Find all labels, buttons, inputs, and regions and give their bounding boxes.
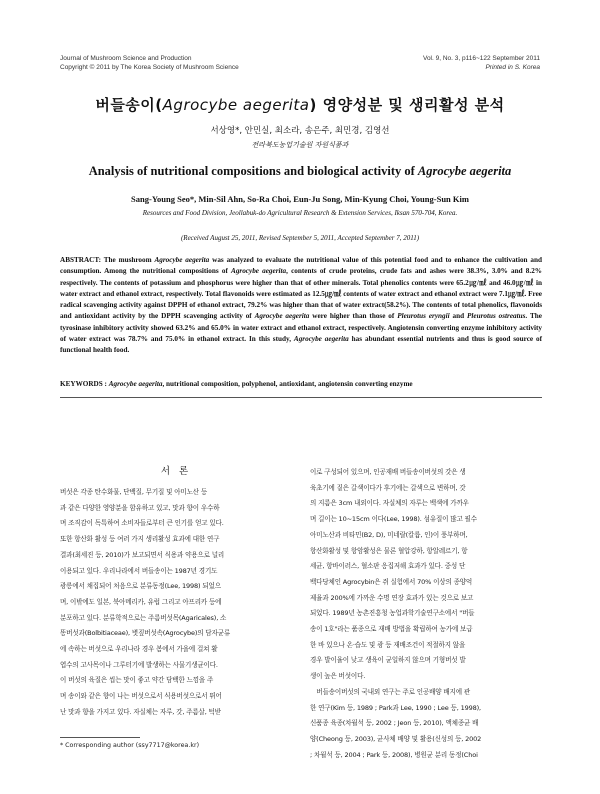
keywords: KEYWORDS : Agrocybe aegerita, nutritional composition, polyphenol, antioxidant, angiotensin converting enzyme (60, 380, 413, 388)
body-line: 되었다. 1989년 농촌진흥청 농업과학기술연구소에서 "버들 (310, 609, 475, 618)
korean-authors: 서상영*, 안민실, 최소라, 송은주, 최민경, 김영선 (210, 126, 390, 136)
copyright-notice: Copyright © 2011 by The Korea Society of Mushroom Science (60, 64, 239, 71)
body-line: 한 연구(Kim 등, 1989 ; Park과 Lee, 1990 ; Lee 등, 1998), (310, 703, 481, 712)
body-line: 경우 발이율이 낮고 생육이 균일하지 않으며 기형버섯 발 (310, 656, 466, 665)
body-line: 송이 1호"라는 품종으로 재배 방법을 확립하여 농가에 보급 (310, 625, 473, 634)
body-line: 항산화활성 및 항암활성은 물론 혈압강하, 항알레르기, 항 (310, 546, 468, 555)
body-line: 며 송이와 같은 향이 나는 버섯으로서 식용버섯으로서 뛰어 (60, 692, 222, 701)
english-authors: Sang-Young Seo*, Min-Sil Ahn, So-Ra Choi, Eun-Ju Song, Min-Kyung Choi, Young-Sun Kim (131, 194, 469, 204)
body-line: 제율과 200%에 가까운 수명 연장 효과가 있는 것으로 보고 (310, 593, 474, 602)
body-line: 광릉에서 채집되어 처음으로 분류동정(Lee, 1998) 되었으 (60, 582, 221, 591)
body-line: 이 버섯의 육질은 씹는 맛이 좋고 약간 담백한 느낌을 주 (60, 676, 214, 685)
body-line: 분포하고 있다. 분류학적으로는 주름버섯목(Agaricales), 소 (60, 613, 227, 622)
abstract: ABSTRACT: The mushroom Agrocybe aegerita was analyzed to evaluate the nutritional value of this potential food and to enhance the cultivation and consumption. Among the nutritional compositions of Agrocybe aegerita, contents of crude proteins, crude fats and ashes were 38.3%, 3.0% and 8.2% respectively. The contents of potassium and phosphorus were higher than that of other minerals. Total phenolics contents were 65.2㎍/㎖ and 46.0㎍/㎖ in water extract and ethanol extract, respectively. Total flavonoids were estimated as 12.5㎍/㎖ contents of water extract and ethanol extract were 7.1㎍/㎖. Free radical scavenging activity against DPPH of ethanol extract, 79.2% was higher than that of water extract(58.2%). The contents of total phenolics, flavonoids and antioxidant activity by the DPPH scavenging activity of Agrocybe aegerita were higher than those of Pleurotus eryngii and Pleurotus ostreatus. The tyrosinase inhibitory activity showed 63.2% and 65.0% in water extract and ethanol extract, respectively. Angiotensin converting enzyme inhibitory activity of water extract was 78.7% and 75.0% in ethanol extract. In this study, Agrocybe aegerita has abundant essential nutrients and thus is good source of functional health food. (60, 256, 542, 355)
body-line: 결과(최세진 등, 2010)가 보고되면서 식용과 약용으로 널리 (60, 550, 225, 559)
section-title-introduction: 서 론 (160, 466, 192, 477)
body-line: 의 지름은 3cm 내외이다. 자실체의 자루는 백색에 가까우 (310, 499, 469, 508)
journal-name: Journal of Mushroom Science and Production (60, 55, 192, 62)
english-title: Analysis of nutritional compositions and biological activity of Agrocybe aegerita (88, 164, 512, 178)
body-line: ; 차월석 등, 2004 ; Park 등, 2008), 병원균 분리 동정(Choi (310, 750, 478, 759)
body-line: 과 같은 다양한 영양분을 함유하고 있고, 맛과 향이 우수하 (60, 503, 220, 512)
body-line: 양(Cheong 등, 2003), 균사체 배양 및 활용(신성의 등, 2002 (310, 734, 482, 743)
printed-in: Printed in S. Korea (485, 64, 540, 71)
body-line: 며, 이밖에도 일본, 북아메리카, 유럽 그리고 아프리카 등에 (60, 597, 222, 606)
body-line: 에 속하는 버섯으로 우리나라 경우 봄에서 가을에 걸쳐 활 (60, 645, 218, 654)
body-line: 엽수의 고사목이나 그루터기에 발생하는 사물기생균이다. (60, 660, 218, 669)
received-dates: (Received August 25, 2011, Revised September 5, 2011, Accepted September 7, 2011) (180, 234, 420, 242)
english-affiliation: Resources and Food Division, Jeollabuk-do Agricultural Research & Extension Services, Iksan 570-704, Korea. (142, 209, 458, 217)
body-line: 똥버섯과(Bolbitiaceae), 볏짚버섯속(Agrocybe)의 담자균류 (60, 629, 231, 638)
body-column-right (310, 465, 542, 763)
body-line: 버들송이버섯의 국내외 연구는 주로 인공배양 배지에 관 (310, 687, 470, 696)
corresponding-author-footnote: * Corresponding author (ssy7717@korea.kr) (60, 742, 200, 749)
volume-info: Vol. 9, No. 3, p116~122 September 2011 (422, 55, 540, 62)
body-line: 며 길이는 10~15cm 이다(Lee, 1998). 섬유질이 많고 필수 (310, 515, 477, 524)
korean-affiliation: 전라북도농업기술원 자원식품과 (251, 141, 349, 149)
body-line: 며 조직감이 독특하여 소비자들로부터 큰 인기를 얻고 있다. (60, 519, 224, 528)
journal-header (60, 54, 239, 72)
body-line: 세균, 항바이러스, 혈소판 응집저해 효과가 있다. 중성 단 (310, 562, 466, 571)
body-line: 아미노산과 비타민(B2, D), 미네랄(칼륨, 인)이 풍부하며, (310, 530, 468, 539)
body-line: 육초기에 짙은 갈색이다가 후기에는 갈색으로 변하며, 갓 (310, 483, 466, 492)
section-divider (60, 397, 542, 398)
body-line: 신품종 육종(차월석 등, 2002 ; Jeon 등, 2010), 액체종균 배 (310, 719, 479, 728)
body-column-left (60, 485, 292, 721)
body-line: 이용되고 있다. 우리나라에서 버들송이는 1987년 경기도 (60, 566, 218, 575)
body-line: 버섯은 각종 탄수화물, 단백질, 무기질 및 아미노산 등 (60, 488, 208, 496)
body-line: 한 바 있으나 온·습도 및 광 등 재배조건이 적절하지 않을 (310, 640, 466, 649)
body-line: 이로 구성되어 있으며, 인공재배 버들송이버섯의 갓은 생 (310, 468, 466, 476)
body-line: 생이 높은 버섯이다. (310, 672, 366, 681)
body-line: 백다당체인 Agrocybin은 쥐 실험에서 70% 이상의 종양억 (310, 577, 473, 586)
korean-title: 버들송이(Agrocybe aegerita) 영양성분 및 생리활성 분석 (95, 96, 505, 114)
volume-header (423, 54, 540, 72)
body-line: 또한 항산화 활성 등 여러 가지 생리활성 효과에 대한 연구 (60, 535, 220, 544)
footnote-divider (60, 737, 140, 738)
body-line: 난 맛과 향을 가지고 있다. 자실체는 자루, 갓, 주름살, 턱받 (60, 707, 221, 716)
